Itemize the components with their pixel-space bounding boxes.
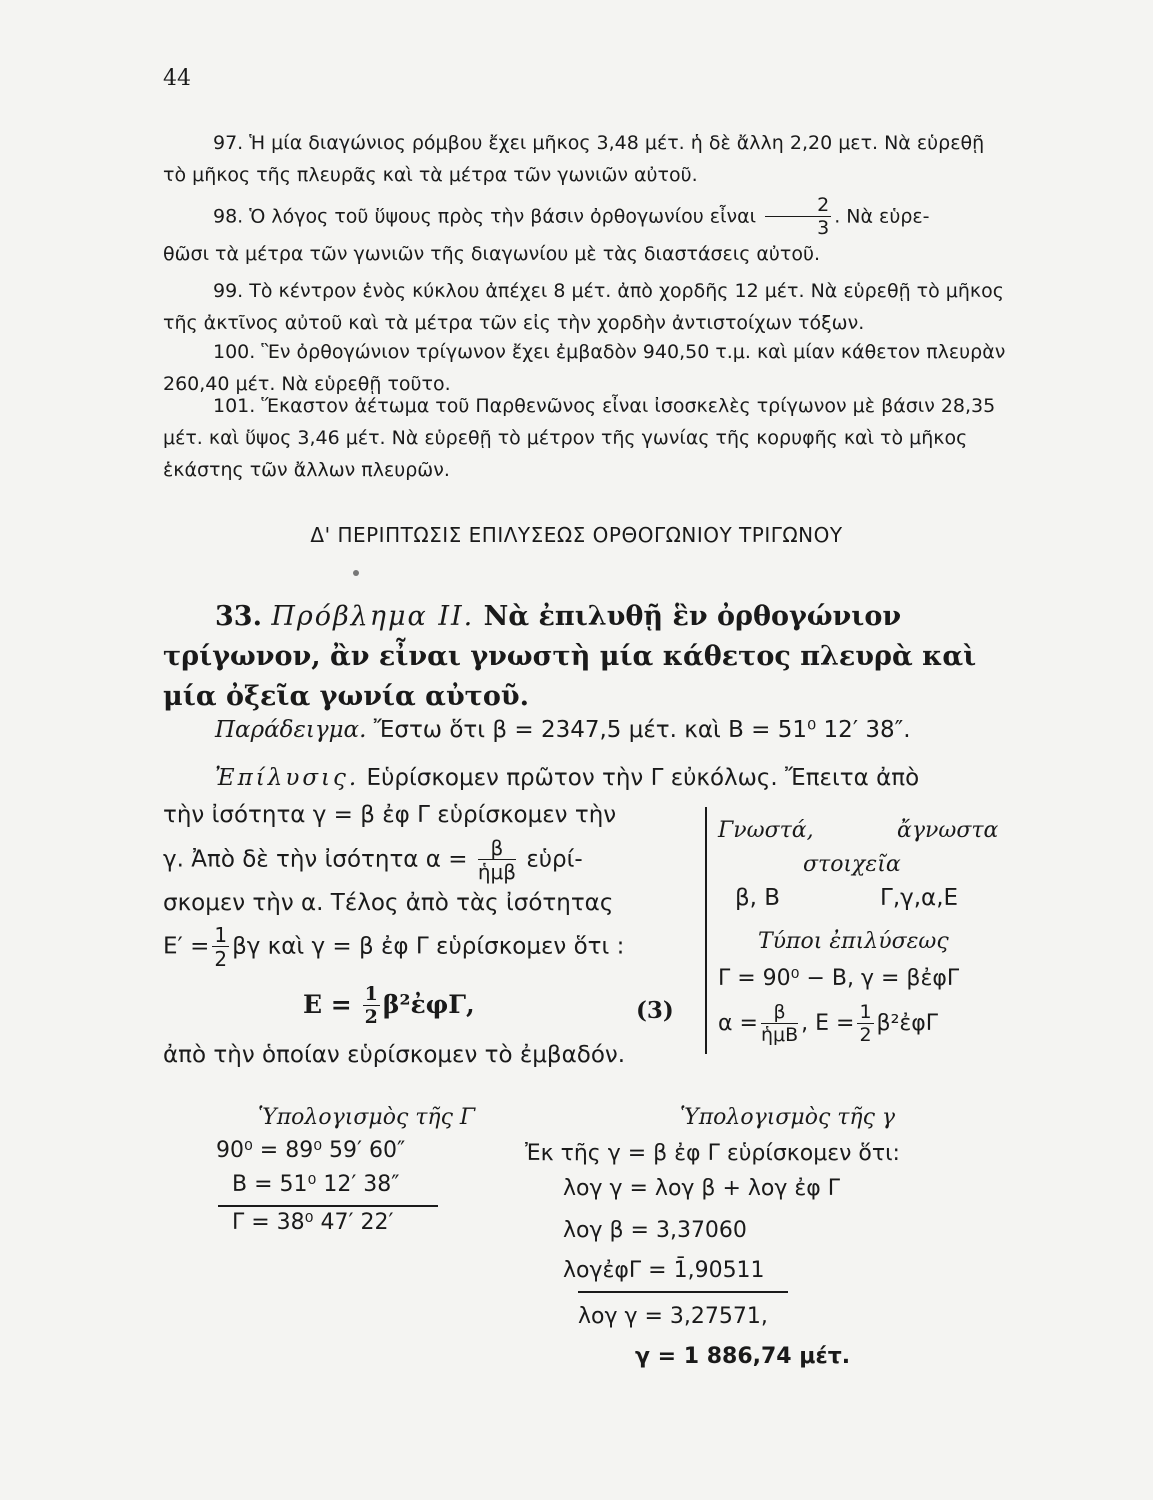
solution-line-5: Ε′ = $\frac{1}{2}$ βγ καὶ γ = β ἐφ Γ εὑρίσκομεν ὅτι : [163,923,625,971]
solution-line-6: ἀπὸ τὴν ὁποίαν εὑρίσκομεν τὸ ἐμβαδόν. [163,1042,626,1068]
table-divider [705,807,707,1054]
calc-side-line-2: λογ γ = λογ β + λογ ἐφ Γ [563,1176,841,1201]
calc-angle-line-1: 90⁰ = 89⁰ 59′ 60″ [216,1138,406,1163]
exercise-101 [163,390,1008,486]
fraction: $\frac{1}{2}$ [859,1001,872,1046]
formula-tag: (3) [636,997,674,1024]
fraction: $\frac{1}{2}$ [214,923,228,971]
decorative-dot [353,570,359,576]
fraction: $\frac{\beta}{\text{ἡμβ}}$ [477,836,516,884]
problem-label: Πρόβλημα ΙΙ. [271,601,475,632]
exercise-text: Ἕκαστον ἀέτωμα τοῦ Παρθενῶνος εἶναι ἰσοσκελὲς τρίγωνον μὲ βάσιν 28,35 μέτ. καὶ ὕψος 3,46 μέτ. Νὰ εὑρεθῇ τὸ μέτρον τῆς γωνίας τῆς κορυφῆς καὶ τὸ μῆκος ἑκάστης τῶν ἄλλων πλευρῶν. [163,395,996,481]
example-line [215,717,911,743]
section-title: Δ' ΠΕΡΙΠΤΩΣΙΣ ΕΠΙΛΥΣΕΩΣ ΟΡΘΟΓΩΝΙΟΥ ΤΡΙΓΩΝΟΥ [310,523,843,547]
table-elements-header: στοιχεῖα [803,852,901,877]
formula-3: Ε = $\frac{1}{2}$ β²ἐφΓ, [303,983,475,1028]
calc-side-line-4: λογἐφΓ = 1̄,90511 [563,1258,765,1283]
exercise-99 [163,275,1008,339]
solution-line-2: τὴν ἰσότητα γ = β ἐφ Γ εὑρίσκομεν τὴν [163,802,617,828]
exercise-number: 97. [213,132,244,154]
calc-side-line-3: λογ β = 3,37060 [563,1218,747,1243]
calc-angle-line-3: Γ = 38⁰ 47′ 22′ [232,1210,394,1235]
calc-side-line-1: Ἐκ τῆς γ = β ἐφ Γ εὑρίσκομεν ὅτι: [525,1141,900,1166]
calc-angle-title: Ὑπολογισμὸς τῆς Γ [258,1105,476,1130]
solution-line-3: γ. Ἀπὸ δὲ τὴν ἰσότητα α = $\frac{\beta}{\text{ἡμβ}}$ εὑρί- [163,836,583,884]
table-formula-1: Γ = 90⁰ − Β, γ = βἐφΓ [718,966,960,991]
example-text: Ἔστω ὅτι β = 2347,5 μέτ. καὶ Β = 51⁰ 12′ 38″. [373,717,911,743]
table-unknown-header: ἄγνωστα [897,818,999,843]
solution-line-1 [215,765,919,791]
solution-line-4: σκομεν τὴν α. Τέλος ἀπὸ τὰς ἰσότητας [163,890,614,916]
exercise-text: Ἓν ὀρθογώνιον τρίγωνον ἔχει ἐμβαδὸν 940,50 τ.μ. καὶ μίαν κάθετον πλευρὰν 260,40 μέτ. Νὰ εὑρεθῇ τοῦτο. [163,341,1006,395]
calc-side-line-5: λογ γ = 3,27571, [578,1304,768,1329]
calc-side-title: Ὑπολογισμὸς τῆς γ [680,1105,896,1130]
table-formula-2: α = $\frac{\beta}{\text{ἡμΒ}}$ , Ε = $\frac{1}{2}$ β²ἐφΓ [718,1001,939,1046]
calc-side-result: γ = 1 886,74 μέτ. [635,1344,851,1369]
exercise-number: 100. [213,341,256,363]
table-unknown-values: Γ,γ,α,Ε [880,885,959,911]
example-label: Παράδειγμα. [215,717,367,743]
exercise-text: Τὸ κέντρον ἑνὸς κύκλου ἀπέχει 8 μέτ. ἀπὸ χορδῆς 12 μέτ. Νὰ εὑρεθῇ τὸ μῆκος τῆς ἀκτῖνος αὐτοῦ καὶ τὰ μέτρα τῶν εἰς τὴν χορδὴν ἀντιστοίχων τόξων. [163,280,1004,334]
exercise-number: 99. [213,280,244,302]
calc-angle-line-2: Β = 51⁰ 12′ 38″ [232,1172,400,1197]
solution-label: Ἐπίλυσις. [215,765,360,791]
problem-statement [163,597,1008,717]
sum-rule [218,1205,438,1207]
exercise-number: 101. [213,395,256,417]
exercise-text: Ὁ λόγος τοῦ ὕψους πρὸς τὴν βάσιν ὀρθογωνίου εἶναι [249,205,757,228]
exercise-98 [163,196,1008,270]
exercise-text: . Νὰ εὑρε- [834,205,930,228]
exercise-number: 98. [213,205,244,228]
solution-text: Εὑρίσκομεν πρῶτον τὴν Γ εὐκόλως. Ἔπειτα ἀπὸ [366,765,920,791]
exercise-97 [163,127,1008,191]
table-known-header: Γνωστά, [718,818,814,843]
table-known-values: β, Β [735,885,781,911]
table-formulas-title: Τύποι ἐπιλύσεως [758,929,949,954]
problem-text: Νὰ ἐπιλυθῇ ἓν ὀρθογώνιον τρίγωνον, ἂν εἶναι γνωστὴ μία κάθετος πλευρὰ καὶ μία ὀξεῖα γωνία αὐτοῦ. [163,601,977,712]
exercise-text: Ἡ μία διαγώνιος ρόμβου ἔχει μῆκος 3,48 μέτ. ἡ δὲ ἄλλη 2,20 μετ. Νὰ εὑρεθῇ τὸ μῆκος τῆς πλευρᾶς καὶ τὰ μέτρα τῶν γωνιῶν αὐτοῦ. [163,132,985,186]
problem-number: 33. [215,601,262,632]
fraction: $\frac{\beta}{\text{ἡμΒ}}$ [760,1001,799,1046]
exercise-text: θῶσι τὰ μέτρα τῶν γωνιῶν τῆς διαγωνίου μὲ τὰς διαστάσεις αὐτοῦ. [163,243,821,265]
fraction: $\frac{1}{2}$ [364,983,378,1028]
page-number: 44 [163,66,191,91]
sum-rule [578,1291,788,1293]
fraction: $\frac{2}{3}$ [765,196,831,238]
